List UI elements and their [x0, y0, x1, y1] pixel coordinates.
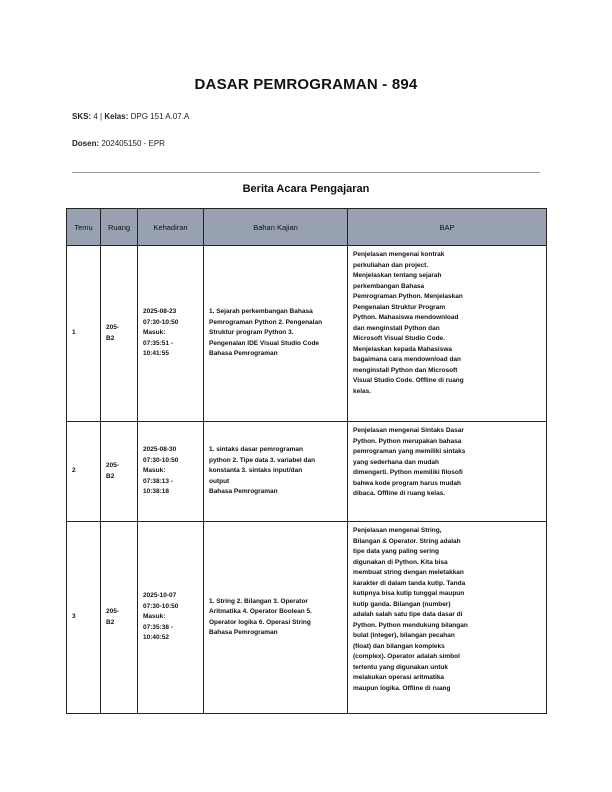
- bap-value: Penjelasan mengenai String, Bilangan & Operator. String adalah tipe data yang paling sering digunakan di Python. Kita bisa membuat string dengan meletakkan karakter di dalam tanda kutip. Tanda kutipnya bisa kutip tunggal maupun kutip ganda. Bilangan (number) adalah salah satu tipe data dasar di Python. Python mendukung bilangan bulat (integer), bilangan pecahan (float) dan bilangan kompleks (complex). Operator adalah simbol tertentu yang digunakan untuk melakukan operasi aritmatika maupun logika. Offline di ruang: [353, 527, 468, 692]
- header-kehadiran: Kehadiran: [138, 209, 204, 246]
- table-row: [67, 422, 547, 522]
- ruang-cell: [101, 522, 138, 714]
- kehadiran-value: 2025-10-07 07:30-10:50 Masuk: 07:35:38 - 10:40:52: [143, 592, 179, 642]
- table-row: [67, 246, 547, 422]
- ruang-value: 205- B2: [106, 608, 120, 626]
- kehadiran-value: 2025-08-23 07:30-10:50 Masuk: 07:35:51 - 10:41:55: [143, 308, 179, 358]
- bahan-value: 1. Sejarah perkembangan Bahasa Pemrograman Python 2. Pengenalan Struktur program Python 3. Pengenalan IDE Visual Studio Code Bahasa Pemrograman: [209, 308, 323, 358]
- dosen-label: Dosen:: [72, 139, 100, 148]
- temu-value: 3: [72, 613, 76, 621]
- kelas-value: DPG 151 A.07.A: [130, 112, 190, 121]
- bap-cell: [348, 522, 547, 714]
- header-bap: BAP: [348, 209, 547, 246]
- bap-value: Penjelasan mengenai kontrak perkuliahan dan project. Menjelaskan tentang sejarah perkembangan Bahasa Pemrograman Python. Menjelaskan Pengenalan Struktur Program Python. Mahasiswa mendownload dan menginstall Python dan Microsoft Visual Studio Code. Menjelaskan kepada Mahasiswa bagaimana cara mendownload dan menginstall Python dan Microsoft Visual Studio Code. Offline di ruang kelas.: [353, 251, 464, 395]
- kelas-label: Kelas:: [104, 112, 129, 121]
- bap-cell: [348, 246, 547, 422]
- dosen-value: 202405150 - EPR: [101, 139, 165, 148]
- table-row: [67, 522, 547, 714]
- kehadiran-value: 2025-08-30 07:30-10:50 Masuk: 07:38:13 - 10:38:18: [143, 446, 179, 496]
- bahan-cell: [204, 522, 348, 714]
- document-title: DASAR PEMROGRAMAN - 894: [194, 76, 418, 93]
- section-divider: [72, 172, 540, 173]
- kehadiran-cell: [138, 246, 204, 422]
- header-bahan-kajian: Bahan Kajian: [204, 209, 348, 246]
- bap-cell: [348, 422, 547, 522]
- ruang-cell: [101, 246, 138, 422]
- temu-value: 2: [72, 467, 76, 475]
- bahan-cell: [204, 246, 348, 422]
- teaching-record-table: [66, 208, 547, 714]
- table-header-row: [67, 209, 547, 246]
- sks-value: 4: [93, 112, 98, 121]
- header-ruang: Ruang: [101, 209, 138, 246]
- bap-value: Penjelasan mengenai Sintaks Dasar Python. Python merupakan bahasa pemrograman yang memiliki sintaks yang sederhana dan mudah dimengerti. Python memiliki filosofi bahwa kode program harus mudah dibaca. Offline di ruang kelas.: [353, 427, 466, 497]
- bahan-cell: [204, 422, 348, 522]
- ruang-value: 205- B2: [106, 462, 120, 480]
- kehadiran-cell: [138, 522, 204, 714]
- ruang-value: 205- B2: [106, 324, 120, 342]
- kehadiran-cell: [138, 422, 204, 522]
- course-meta-line: [72, 112, 189, 121]
- bahan-value: 1. String 2. Bilangan 3. Operator Aritmatika 4. Operator Boolean 5. Operator logika 6. Operasi String Bahasa Pemrograman: [209, 597, 312, 636]
- sks-label: SKS:: [72, 112, 92, 121]
- temu-value: 1: [72, 329, 76, 337]
- bahan-value: 1. sintaks dasar pemrograman python 2. Tipe data 3. variabel dan konstanta 3. sintaks input/dan output Bahasa Pemrograman: [209, 446, 316, 496]
- meta-separator: |: [100, 112, 103, 121]
- temu-cell: [67, 522, 101, 714]
- header-temu: Temu: [67, 209, 101, 246]
- lecturer-line: [72, 139, 165, 148]
- temu-cell: [67, 422, 101, 522]
- temu-cell: [67, 246, 101, 422]
- ruang-cell: [101, 422, 138, 522]
- section-title: Berita Acara Pengajaran: [242, 183, 370, 195]
